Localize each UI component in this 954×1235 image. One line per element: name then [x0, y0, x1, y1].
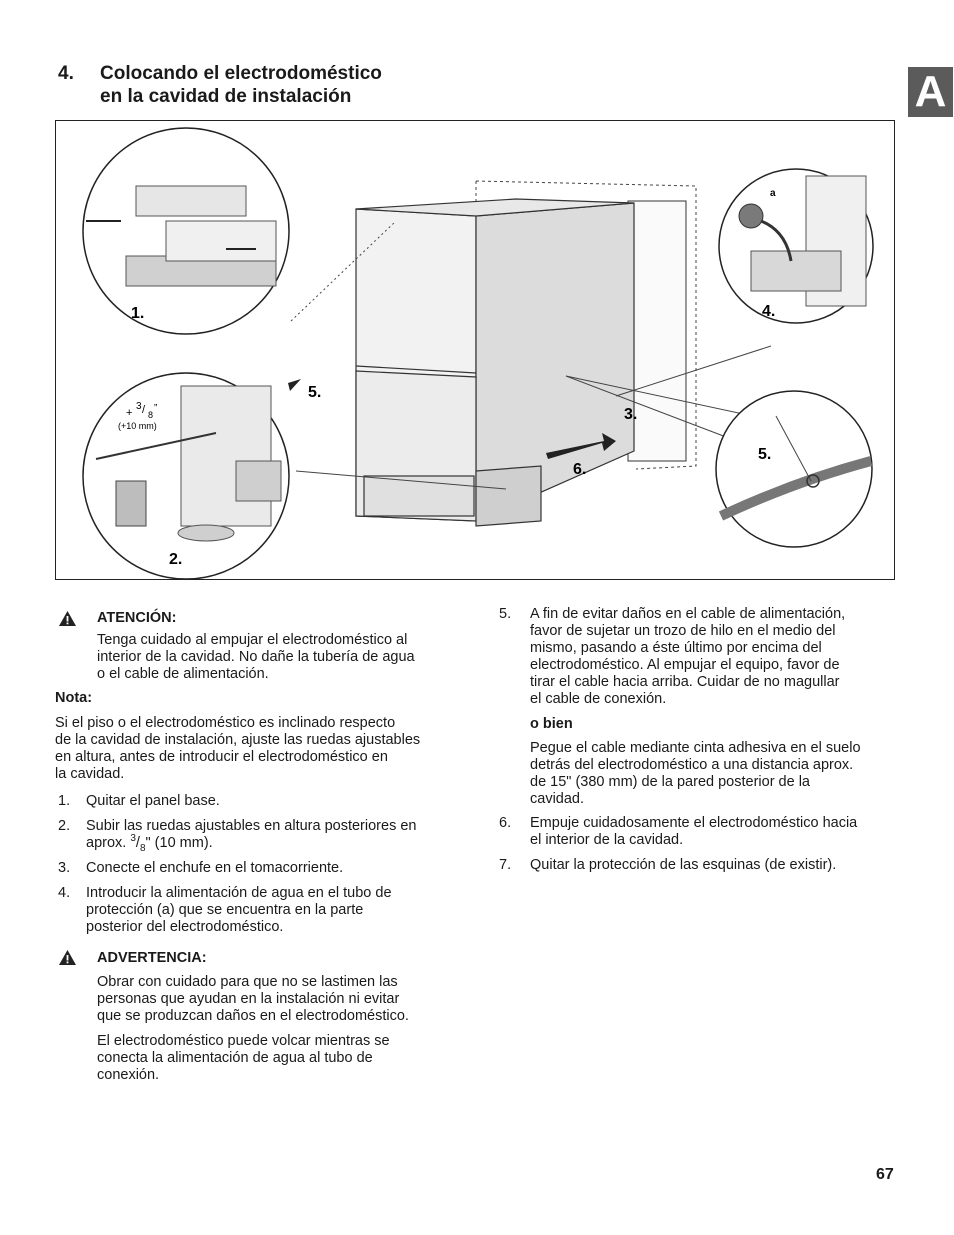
step-text-line-2: el interior de la cavidad.	[530, 832, 684, 848]
step-number: 4.	[58, 885, 71, 901]
step-text-line-6: el cable de conexión.	[530, 691, 667, 707]
attention-line-3: o el cable de alimentación.	[97, 666, 269, 682]
warning-p2-line-2: conecta la alimentación de agua al tubo de	[97, 1050, 373, 1066]
note-title: Nota:	[55, 690, 93, 706]
callout-4: 4.	[762, 303, 776, 320]
attention-title: ATENCIÓN:	[97, 610, 177, 626]
callout-a: a	[770, 188, 776, 199]
step-text-line-1: Quitar la protección de las esquinas (de existir).	[530, 857, 837, 873]
or-label: o bien	[530, 716, 573, 732]
left-column	[55, 608, 475, 1088]
step-text-line-1: A fin de evitar daños en el cable de alimentación,	[530, 606, 846, 622]
attention-line-2: interior de la cavidad. No dañe la tubería de agua	[97, 649, 415, 665]
step-number: 5.	[499, 606, 512, 622]
step-text: Conecte el enchufe en el tomacorriente.	[86, 860, 344, 876]
measure-denominator: 8	[148, 410, 154, 420]
step-text-line-2: protección (a) que se encuentra en la parte	[86, 902, 364, 918]
warning-p1-line-3: que se produzcan daños en el electrodoméstico.	[97, 1008, 409, 1024]
section-title-line-2: en la cavidad de instalación	[100, 86, 352, 107]
installation-illustration	[56, 121, 896, 581]
step-number: 7.	[499, 857, 512, 873]
warning-title: ADVERTENCIA:	[97, 950, 207, 966]
step-text-line-4: electrodoméstico. Al empujar el equipo, favor de	[530, 657, 840, 673]
warning-p2-line-1: El electrodoméstico puede volcar mientras se	[97, 1033, 390, 1049]
step-text-line-5: tirar el cable hacia arriba. Cuidar de no magullar	[530, 674, 840, 690]
step-number: 3.	[58, 860, 71, 876]
detail-circle-5	[716, 391, 872, 547]
section-tab: A	[908, 67, 953, 117]
step-number: 2.	[58, 818, 71, 834]
note-line-2: de la cavidad de instalación, ajuste las ruedas ajustables	[55, 732, 421, 748]
section-number: 4.	[58, 63, 74, 84]
refrigerator	[356, 199, 634, 526]
page-number: 67	[876, 1166, 894, 1183]
warning-p1-line-1: Obrar con cuidado para que no se lastimen las	[97, 974, 398, 990]
step-text: Quitar el panel base.	[86, 793, 220, 809]
measure-mm: (+10 mm)	[118, 421, 157, 431]
measure-slash: /	[142, 404, 146, 416]
section-title-line-1: Colocando el electrodoméstico	[100, 63, 382, 84]
right-column	[499, 606, 909, 886]
callout-6: 6.	[573, 461, 587, 478]
callout-2: 2.	[169, 551, 183, 568]
step-number: 6.	[499, 815, 512, 831]
note-line-4: la cavidad.	[55, 766, 125, 782]
step-text-line-2: aprox. $^3/_8$" (10 mm).	[86, 833, 213, 854]
detail-circle-2	[83, 373, 289, 579]
detail-circle-1	[83, 128, 289, 334]
warning-p1-line-2: personas que ayudan en la instalación ni evitar	[97, 991, 400, 1007]
step-text: Subir las ruedas ajustables en altura posteriores en	[86, 818, 417, 834]
callout-3: 3.	[624, 406, 638, 423]
step-text-line-2: favor de sujetar un trozo de hilo en el medio del	[530, 623, 836, 639]
callout-5-lift: 5.	[308, 384, 322, 401]
or-line-3: de 15" (380 mm) de la pared posterior de la	[530, 774, 810, 790]
attention-icon	[59, 611, 76, 626]
step-text-line-1: Empuje cuidadosamente el electrodoméstico hacia	[530, 815, 858, 831]
or-line-4: cavidad.	[530, 791, 585, 807]
callout-5-detail: 5.	[758, 446, 772, 463]
measure-plus: +	[126, 407, 133, 419]
step-text-line-3: mismo, pasando a éste último por encima del	[530, 640, 822, 656]
step-number: 1.	[58, 793, 71, 809]
note-line-1: Si el piso o el electrodoméstico es inclinado respecto	[55, 715, 396, 731]
installation-figure	[55, 120, 895, 580]
step-text: Introducir la alimentación de agua en el tubo de	[86, 885, 392, 901]
step-text-line-3: posterior del electrodoméstico.	[86, 919, 284, 935]
measure-numerator: 3	[136, 401, 142, 412]
warning-p2-line-3: conexión.	[97, 1067, 160, 1083]
detail-circle-4	[719, 169, 873, 323]
warning-icon	[59, 950, 76, 965]
or-line-2: detrás del electrodoméstico a una distancia aprox.	[530, 757, 854, 773]
measure-quote: ”	[154, 403, 158, 414]
note-line-3: en altura, antes de introducir el electrodoméstico en	[55, 749, 388, 765]
lift-arrow	[288, 379, 301, 391]
callout-1: 1.	[131, 305, 145, 322]
attention-line-1: Tenga cuidado al empujar el electrodoméstico al	[97, 632, 408, 648]
or-line-1: Pegue el cable mediante cinta adhesiva en el suelo	[530, 740, 861, 756]
